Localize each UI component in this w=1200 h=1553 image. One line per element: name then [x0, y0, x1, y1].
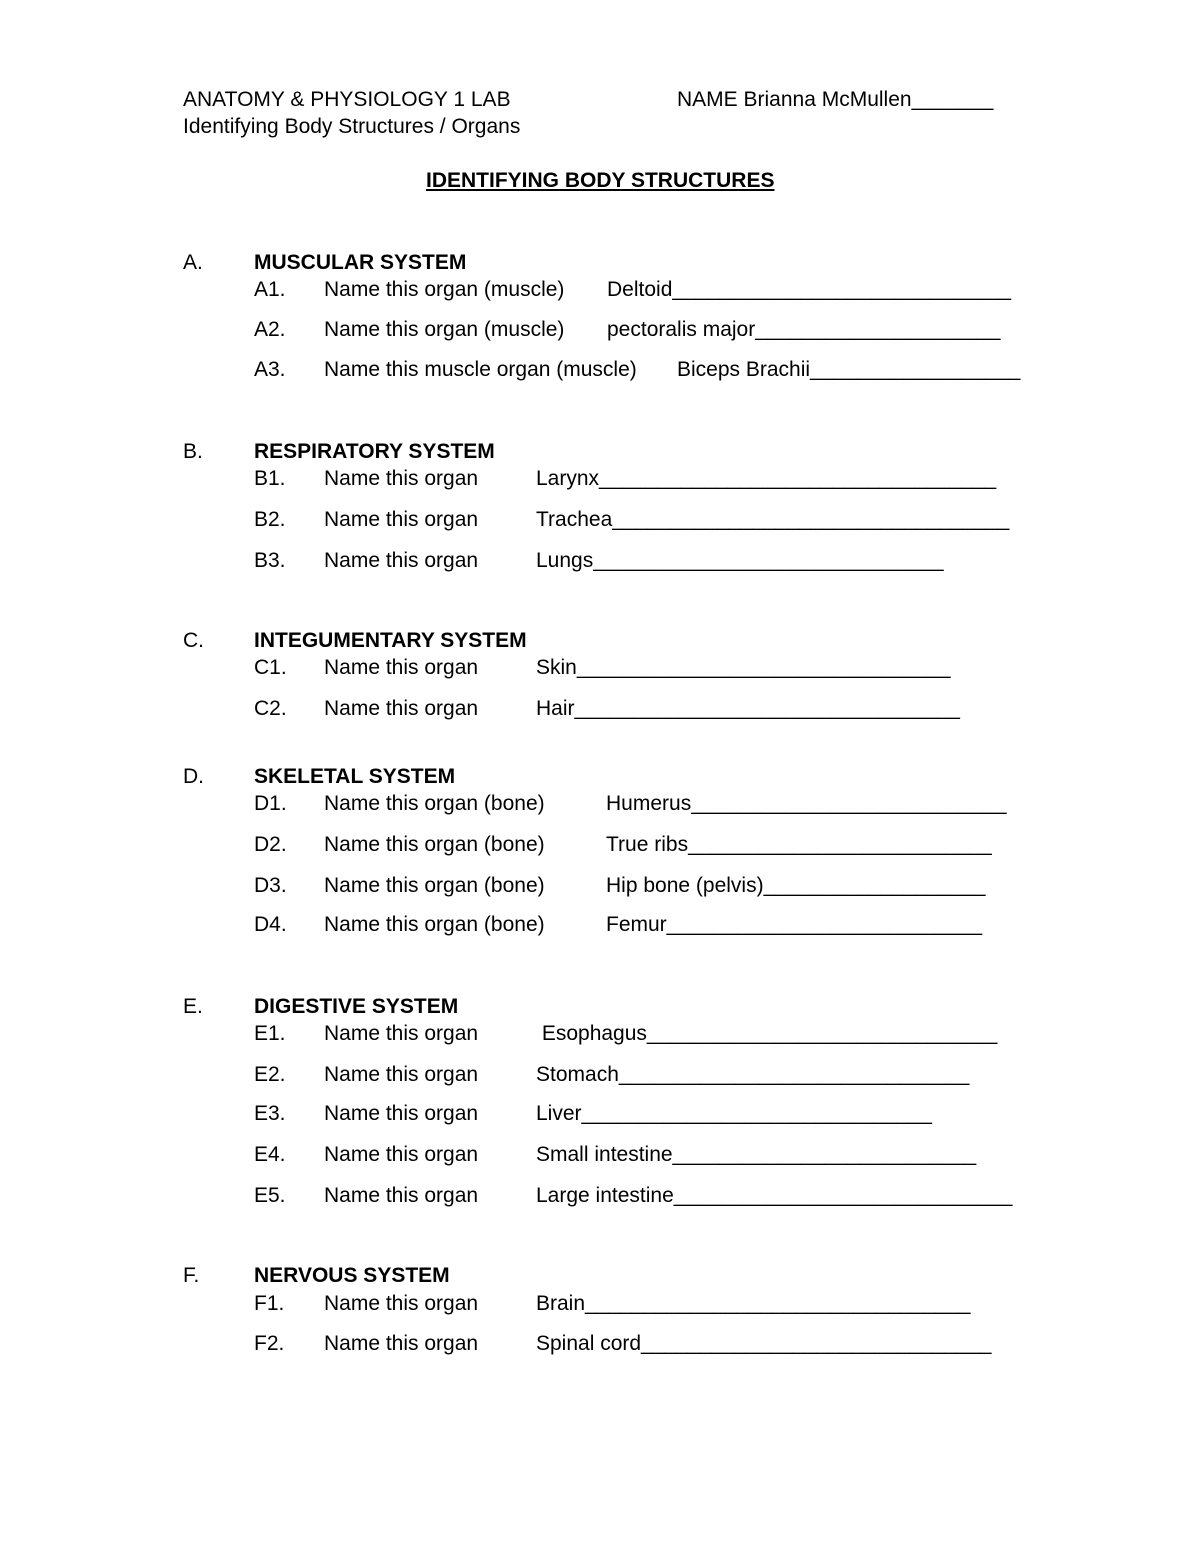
item-number: E5.: [254, 1184, 286, 1207]
item-prompt: Name this organ: [324, 1063, 479, 1086]
item-prompt: Name this organ: [324, 1102, 479, 1125]
answer-field[interactable]: Lungs______________________________: [536, 549, 944, 572]
item-number: E3.: [254, 1102, 286, 1125]
item-number: D3.: [254, 874, 287, 897]
item-prompt: Name this muscle organ (muscle): [324, 358, 637, 381]
section-title: MUSCULAR SYSTEM: [254, 251, 467, 274]
section-letter: A.: [183, 251, 203, 274]
item-number: D4.: [254, 913, 287, 936]
answer-field[interactable]: Deltoid_____________________________: [607, 278, 1012, 301]
item-number: E2.: [254, 1063, 286, 1086]
item-number: B2.: [254, 508, 286, 531]
item-number: E4.: [254, 1143, 286, 1166]
section-letter: D.: [183, 765, 204, 788]
item-prompt: Name this organ: [324, 1184, 479, 1207]
section-letter: B.: [183, 440, 203, 463]
section-title: RESPIRATORY SYSTEM: [254, 440, 495, 463]
item-number: F2.: [254, 1332, 285, 1355]
answer-field[interactable]: Trachea__________________________________: [536, 508, 1010, 531]
answer-field[interactable]: pectoralis major_____________________: [607, 318, 1001, 341]
item-prompt: Name this organ (bone): [324, 913, 545, 936]
item-number: D1.: [254, 792, 287, 815]
answer-field[interactable]: Femur___________________________: [606, 913, 983, 936]
answer-field[interactable]: Stomach______________________________: [536, 1063, 970, 1086]
item-prompt: Name this organ: [324, 467, 479, 490]
item-prompt: Name this organ (bone): [324, 792, 545, 815]
item-prompt: Name this organ: [324, 1292, 479, 1315]
item-prompt: Name this organ: [324, 549, 479, 572]
answer-field[interactable]: Liver______________________________: [536, 1102, 932, 1125]
answer-field[interactable]: Spinal cord______________________________: [536, 1332, 992, 1355]
section-title: INTEGUMENTARY SYSTEM: [254, 629, 527, 652]
item-number: A1.: [254, 278, 286, 301]
answer-field[interactable]: Biceps Brachii__________________: [677, 358, 1021, 381]
answer-field[interactable]: Hip bone (pelvis)___________________: [606, 874, 986, 897]
section-letter: C.: [183, 629, 204, 652]
student-name-field: NAME Brianna McMullen_______: [677, 88, 994, 111]
item-number: C2.: [254, 697, 287, 720]
answer-field[interactable]: True ribs__________________________: [606, 833, 992, 856]
answer-field[interactable]: Brain_________________________________: [536, 1292, 971, 1315]
page-title: IDENTIFYING BODY STRUCTURES: [426, 169, 775, 192]
section-letter: F.: [183, 1264, 200, 1287]
item-prompt: Name this organ: [324, 1022, 479, 1045]
item-prompt: Name this organ (bone): [324, 833, 545, 856]
section-title: SKELETAL SYSTEM: [254, 765, 456, 788]
answer-field[interactable]: Esophagus______________________________: [536, 1022, 998, 1045]
section-letter: E.: [183, 995, 203, 1018]
item-number: A2.: [254, 318, 286, 341]
answer-field[interactable]: Large intestine_____________________________: [536, 1184, 1013, 1207]
answer-field[interactable]: Larynx__________________________________: [536, 467, 997, 490]
section-title: DIGESTIVE SYSTEM: [254, 995, 459, 1018]
answer-field[interactable]: Skin________________________________: [536, 656, 951, 679]
item-prompt: Name this organ (bone): [324, 874, 545, 897]
course-title: ANATOMY & PHYSIOLOGY 1 LAB: [183, 88, 511, 111]
answer-field[interactable]: Humerus___________________________: [606, 792, 1007, 815]
worksheet-subtitle: Identifying Body Structures / Organs: [183, 115, 521, 138]
item-number: E1.: [254, 1022, 286, 1045]
item-number: D2.: [254, 833, 287, 856]
item-prompt: Name this organ: [324, 1143, 479, 1166]
section-title: NERVOUS SYSTEM: [254, 1264, 450, 1287]
item-number: A3.: [254, 358, 286, 381]
answer-field[interactable]: Hair_________________________________: [536, 697, 960, 720]
item-number: B3.: [254, 549, 286, 572]
item-prompt: Name this organ: [324, 508, 479, 531]
item-number: C1.: [254, 656, 287, 679]
item-number: B1.: [254, 467, 286, 490]
item-prompt: Name this organ (muscle): [324, 278, 565, 301]
item-number: F1.: [254, 1292, 285, 1315]
item-prompt: Name this organ: [324, 697, 479, 720]
item-prompt: Name this organ: [324, 1332, 479, 1355]
item-prompt: Name this organ (muscle): [324, 318, 565, 341]
item-prompt: Name this organ: [324, 656, 479, 679]
answer-field[interactable]: Small intestine__________________________: [536, 1143, 977, 1166]
